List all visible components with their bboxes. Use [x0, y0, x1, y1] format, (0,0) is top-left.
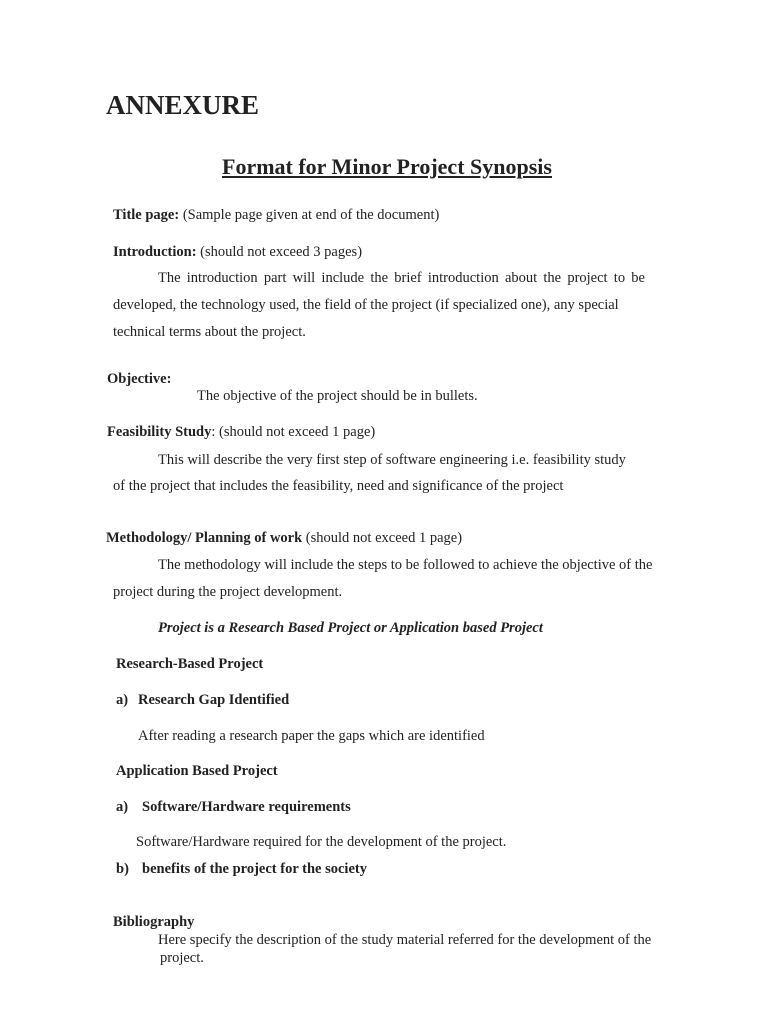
title-page-label: Title page:: [113, 207, 180, 223]
research-item-a-label: Research Gap Identified: [138, 692, 290, 708]
feasibility-line-2: of the project that includes the feasibility, need and significance of the project: [113, 478, 564, 494]
methodology-heading: [106, 531, 462, 546]
bibliography-line-1: Here specify the description of the study material referred for the development of the: [158, 932, 652, 948]
methodology-label: Methodology/ Planning of work: [106, 530, 303, 546]
bibliography-line-2: project.: [160, 950, 204, 966]
methodology-line-2: project during the project development.: [113, 584, 343, 600]
application-item-b-marker: b): [116, 861, 129, 877]
application-item-a-marker: a): [116, 799, 129, 815]
project-type-line: Project is a Research Based Project or Application based Project: [158, 620, 543, 636]
introduction-label: Introduction:: [113, 244, 197, 260]
application-item-b: [116, 861, 367, 877]
title-page-line: [113, 208, 439, 223]
methodology-line-1: The methodology will include the steps to be followed to achieve the objective of the: [158, 557, 653, 573]
application-item-a: [116, 799, 351, 815]
application-item-a-label: Software/Hardware requirements: [142, 799, 351, 815]
feasibility-label: Feasibility Study: [107, 424, 212, 440]
introduction-note: (should not exceed 3 pages): [196, 244, 363, 260]
introduction-line-1: The introduction part will include the brief introduction about the project to be: [158, 270, 645, 286]
bibliography-label: Bibliography: [113, 914, 195, 930]
research-item-a: [116, 692, 290, 708]
introduction-line-2: developed, the technology used, the field of the project (if specialized one), any special: [113, 297, 619, 313]
document-title: Format for Minor Project Synopsis: [222, 154, 552, 179]
objective-text: The objective of the project should be in bullets.: [197, 388, 478, 404]
introduction-heading: [113, 245, 362, 260]
annexure-heading: ANNEXURE: [106, 90, 260, 120]
research-item-a-text: After reading a research paper the gaps which are identified: [138, 728, 485, 744]
research-heading: Research-Based Project: [116, 656, 264, 672]
feasibility-note: : (should not exceed 1 page): [211, 424, 376, 440]
application-item-a-text: Software/Hardware required for the development of the project.: [136, 834, 507, 850]
research-item-a-marker: a): [116, 692, 129, 708]
feasibility-line-1: This will describe the very first step of software engineering i.e. feasibility study: [158, 452, 626, 468]
feasibility-heading: [107, 425, 375, 440]
application-item-b-label: benefits of the project for the society: [142, 861, 367, 877]
introduction-line-3: technical terms about the project.: [113, 324, 306, 340]
methodology-note: (should not exceed 1 page): [302, 530, 463, 546]
objective-label: Objective:: [107, 371, 172, 387]
application-heading: Application Based Project: [116, 763, 278, 779]
title-page-text: (Sample page given at end of the document): [179, 207, 440, 223]
